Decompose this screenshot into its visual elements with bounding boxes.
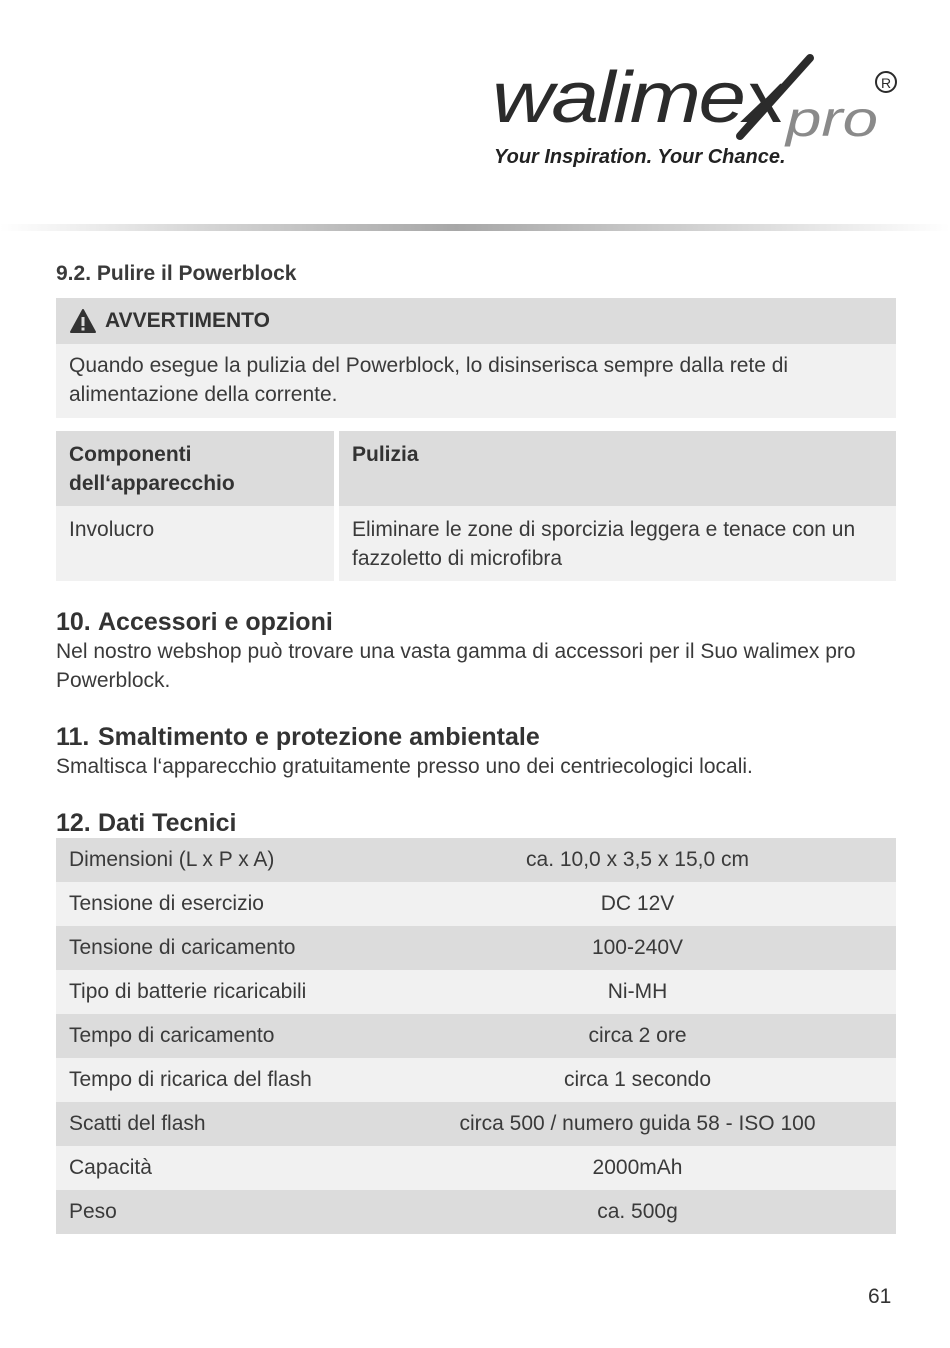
- spec-label: Dimensioni (L x P x A): [69, 848, 275, 871]
- spec-value: DC 12V: [600, 892, 675, 915]
- walimex-pro-logo: [490, 52, 910, 147]
- spec-value: circa 500 / numero guida 58 - ISO 100: [459, 1112, 816, 1135]
- spec-label: Tempo di ricarica del flash: [69, 1068, 312, 1091]
- spec-label: Tipo di batterie ricaricabili: [69, 980, 307, 1003]
- specs-table: [56, 838, 896, 1234]
- section-10-title: [56, 607, 896, 637]
- page-content: [56, 262, 896, 1234]
- section-accessories: [56, 607, 896, 695]
- section-heading-text: Dati Tecnici: [98, 809, 237, 837]
- section-9-2-heading: 9.2. Pulire il Powerblock: [56, 262, 297, 285]
- cleaning-table: [56, 431, 896, 581]
- spec-value: circa 2 ore: [588, 1024, 687, 1047]
- spec-value: ca. 10,0 x 3,5 x 15,0 cm: [526, 848, 749, 871]
- spec-label: Peso: [69, 1200, 117, 1223]
- spec-label: Capacità: [69, 1156, 152, 1179]
- warning-text: Quando esegue la pulizia del Powerblock, lo disinserisca sempre dalla rete di alimentazione della corrente.: [56, 344, 896, 418]
- spec-value: ca. 500g: [597, 1200, 678, 1223]
- spec-label: Scatti del flash: [69, 1112, 206, 1135]
- spec-value: 100-240V: [591, 936, 684, 959]
- svg-text:R: R: [881, 75, 892, 91]
- page-number: 61: [868, 1285, 892, 1308]
- section-heading-text: Accessori e opzioni: [98, 608, 333, 636]
- section-heading-text: Smaltimento e protezione ambientale: [98, 723, 540, 751]
- section-11-title: [56, 722, 896, 752]
- section-number: 10.: [56, 608, 91, 636]
- header-divider: [0, 224, 950, 231]
- table-row: [56, 1146, 896, 1190]
- spec-label: Tensione di esercizio: [69, 892, 264, 915]
- spec-value: circa 1 secondo: [563, 1068, 712, 1091]
- spec-value: 2000mAh: [592, 1156, 683, 1179]
- table-row: [56, 838, 896, 882]
- table-row: [56, 1014, 896, 1058]
- warning-header: [56, 298, 896, 344]
- table-row: [56, 882, 896, 926]
- table-row: [56, 1190, 896, 1234]
- section-technical-data: [56, 808, 896, 1234]
- table-header-row: [56, 431, 896, 506]
- table-row: [56, 1058, 896, 1102]
- brand-logo: [490, 52, 910, 182]
- column-header-components: Componenti dell‘apparecchio: [56, 431, 339, 506]
- column-header-cleaning: Pulizia: [339, 431, 896, 506]
- svg-text:walimex: walimex: [492, 58, 790, 138]
- spec-label: Tempo di caricamento: [69, 1024, 275, 1047]
- section-10-text: Nel nostro webshop può trovare una vasta gamma di accessori per il Suo walimex pro Powerblock.: [56, 640, 856, 692]
- warning-title: AVVERTIMENTO: [105, 309, 270, 332]
- spec-value: Ni-MH: [607, 980, 668, 1003]
- table-row: [56, 1102, 896, 1146]
- section-disposal: [56, 722, 896, 781]
- warning-box: [56, 298, 896, 418]
- warning-triangle-icon: [69, 308, 97, 334]
- section-number: 12.: [56, 809, 91, 837]
- brand-tagline: Your Inspiration. Your Chance.: [494, 146, 786, 168]
- section-number: 11.: [56, 723, 90, 751]
- table-row: [56, 970, 896, 1014]
- section-12-title: [56, 808, 896, 838]
- table-cell-cleaning: Eliminare le zone di sporcizia leggera e tenace con un fazzoletto di microfibra: [339, 506, 896, 581]
- section-11-text: Smaltisca l‘apparecchio gratuitamente presso uno dei centriecologici locali.: [56, 755, 753, 778]
- table-row: [56, 506, 896, 581]
- table-cell-component: Involucro: [56, 506, 339, 581]
- table-row: [56, 926, 896, 970]
- spec-label: Tensione di caricamento: [69, 936, 296, 959]
- svg-text:pro: pro: [783, 91, 878, 147]
